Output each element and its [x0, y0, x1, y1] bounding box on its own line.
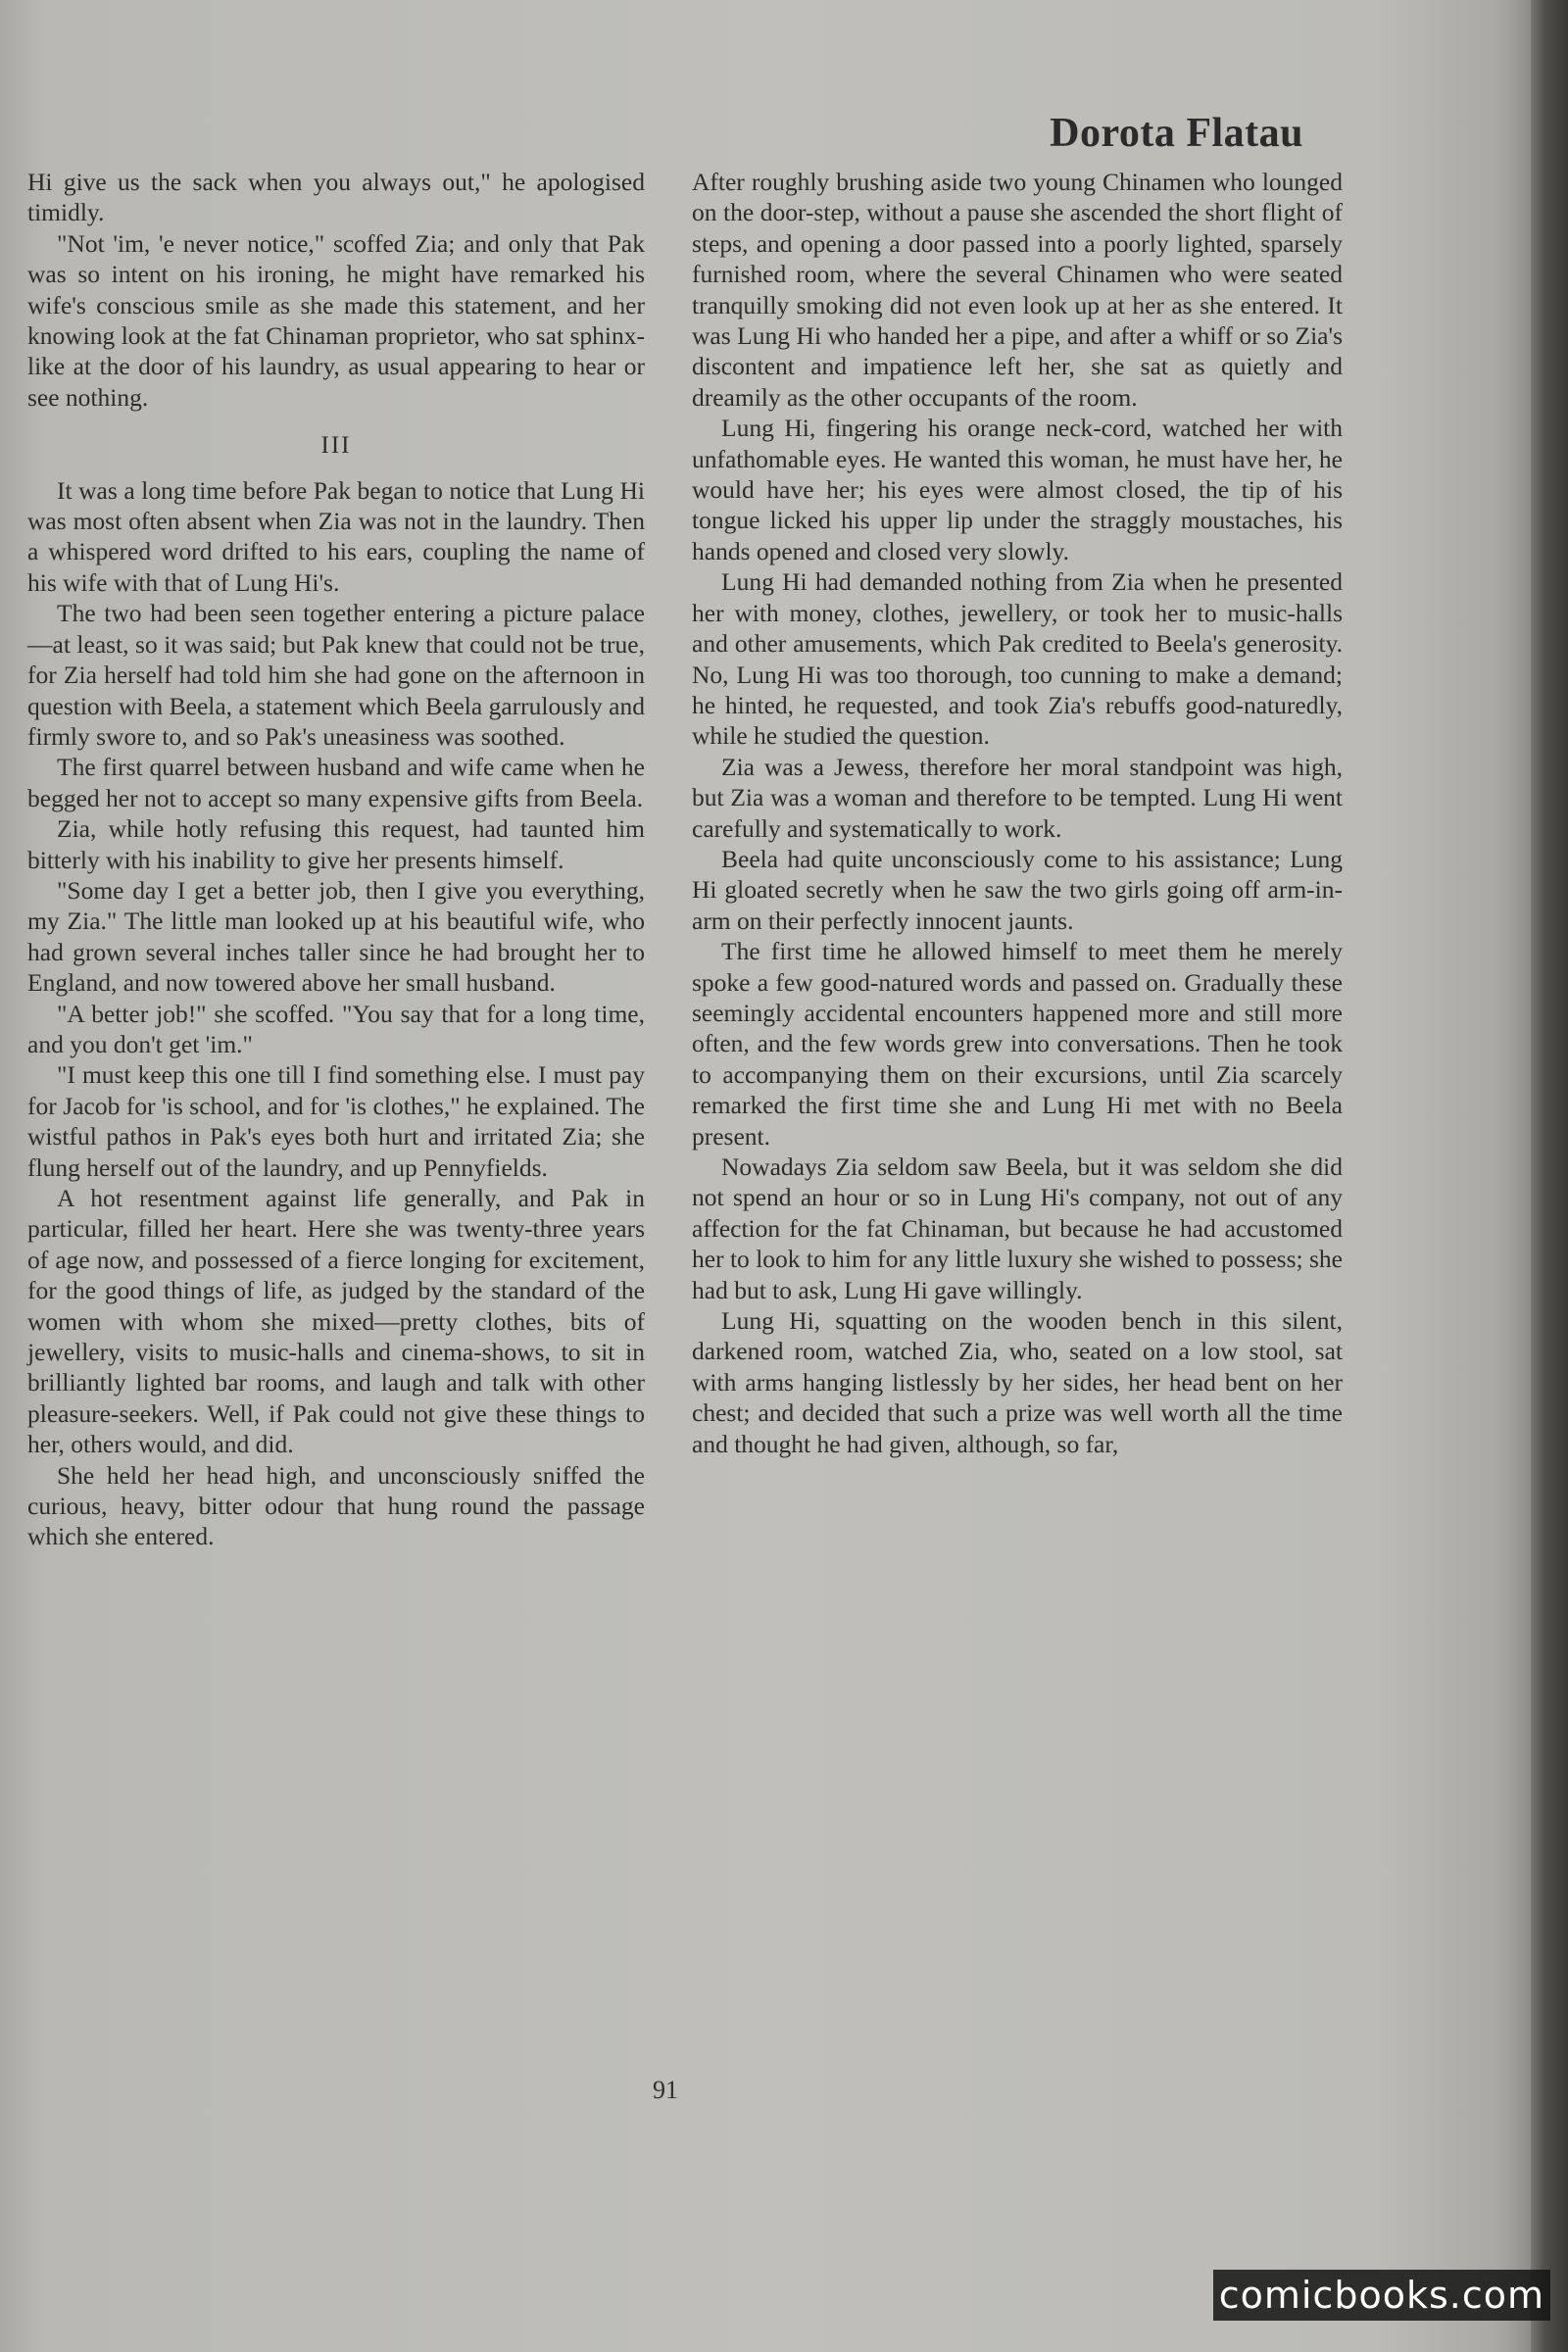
book-spine-shadow — [1531, 0, 1568, 2352]
right-text-column — [692, 167, 1343, 1459]
paragraph: Lung Hi, squatting on the wooden bench in this silent, darkened room, watched Zia, who, seated on a low stool, sat with arms hanging listlessly by her sides, her head bent on her chest; and decided that such a prize was well worth all the time and thought he had given, although, so far, — [692, 1306, 1343, 1458]
paragraph: A hot resentment against life generally, and Pak in particular, filled her heart. Here she was twenty-three years of age now, and possessed of a fierce longing for excitement, for the good things of life, as judged by the standard of the women with whom she mixed—pretty clothes, bits of jewellery, visits to music-halls and cinema-shows, to sit in brilliantly lighted bar rooms, and laugh and talk with other pleasure-seekers. Well, if Pak could not give these things to her, others would, and did. — [27, 1184, 645, 1459]
paragraph: The two had been seen together entering a picture palace—at least, so it was said; but Pak knew that could not be true, for Zia herself had told him she had gone on the afternoon in question with Beela, a statement which Beela garrulously and firmly swore to, and so Pak's uneasiness was soothed. — [27, 599, 645, 751]
left-text-column — [27, 167, 645, 1552]
paragraph: Zia was a Jewess, therefore her moral standpoint was high, but Zia was a woman and therefore to be tempted. Lung Hi went carefully and systematically to work. — [692, 752, 1343, 843]
paragraph: Lung Hi, fingering his orange neck-cord, watched her with unfathomable eyes. He wanted this woman, he must have her, he would have her; his eyes were almost closed, the tip of his tongue licked his upper lip under the straggly moustaches, his hands opened and closed very slowly. — [692, 414, 1343, 565]
paragraph: It was a long time before Pak began to notice that Lung Hi was most often absent when Zia was not in the laundry. Then a whispered word drifted to his ears, coupling the name of his wife with that of Lung Hi's. — [27, 475, 645, 597]
paragraph: Beela had quite unconsciously come to his assistance; Lung Hi gloated secretly when he saw the two girls going off arm-in-arm on their perfectly innocent jaunts. — [692, 844, 1343, 935]
paragraph: Lung Hi had demanded nothing from Zia when he presented her with money, clothes, jewellery, or took her to music-halls and other amusements, which Pak credited to Beela's generosity. No, Lung Hi was too thorough, too cunning to make a demand; he hinted, he requested, and took Zia's rebuffs good-naturedly, while he studied the question. — [692, 567, 1343, 751]
paragraph: The first quarrel between husband and wife came when he begged her not to accept so many expensive gifts from Beela. — [27, 753, 645, 812]
paragraph: "A better job!" she scoffed. "You say that for a long time, and you don't get 'im." — [27, 999, 645, 1058]
paragraph: After roughly brushing aside two young Chinamen who lounged on the door-step, without a pause she ascended the short flight of steps, and opening a door passed into a poorly lighted, sparsely furnished room, where the several Chinamen who were seated tranquilly smoking did not even look up at her as she entered. It was Lung Hi who handed her a pipe, and after a whiff or so Zia's discontent and impatience left her, she sat as quietly and dreamily as the other occupants of the room. — [692, 168, 1343, 412]
paragraph: Hi give us the sack when you always out," he apologised timidly. — [27, 168, 645, 227]
paragraph: She held her head high, and unconsciously sniffed the curious, heavy, bitter odour that hung round the passage which she entered. — [27, 1460, 645, 1551]
running-header-author: Dorota Flatau — [1050, 111, 1303, 156]
paragraph: "Not 'im, 'e never notice," scoffed Zia; and only that Pak was so intent on his ironing, he might have remarked his wife's conscious smile as she made this statement, and her knowing look at the fat Chinaman proprietor, who sat sphinx-like at the door of his laundry, as usual appearing to hear or see nothing. — [27, 228, 645, 412]
section-heading: III — [320, 432, 352, 460]
paragraph: "I must keep this one till I find something else. I must pay for Jacob for 'is school, and for 'is clothes," he explained. The wistful pathos in Pak's eyes both hurt and irritated Zia; she flung herself out of the laundry, and up Pennyfields. — [27, 1060, 645, 1182]
paragraph: "Some day I get a better job, then I give you everything, my Zia." The little man looked up at his beautiful wife, who had grown several inches taller since he had brought her to England, and now towered above her small husband. — [27, 875, 645, 998]
paragraph: Zia, while hotly refusing this request, had taunted him bitterly with his inability to give her presents himself. — [27, 814, 645, 874]
site-watermark: comicbooks.com — [1213, 2270, 1550, 2321]
paragraph: Nowadays Zia seldom saw Beela, but it was seldom she did not spend an hour or so in Lung Hi's company, not out of any affection for the fat Chinaman, but because he had accustomed her to look to him for any little luxury she wished to possess; she had but to ask, Lung Hi gave willingly. — [692, 1152, 1343, 1304]
paragraph: The first time he allowed himself to meet them he merely spoke a few good-natured words and passed on. Gradually these seemingly accidental encounters happened more and still more often, and the few words grew into conversations. Then he took to accompanying them on their excursions, until Zia scarcely remarked the first time she and Lung Hi met with no Beela present. — [692, 937, 1343, 1151]
page-number: 91 — [653, 2076, 678, 2104]
